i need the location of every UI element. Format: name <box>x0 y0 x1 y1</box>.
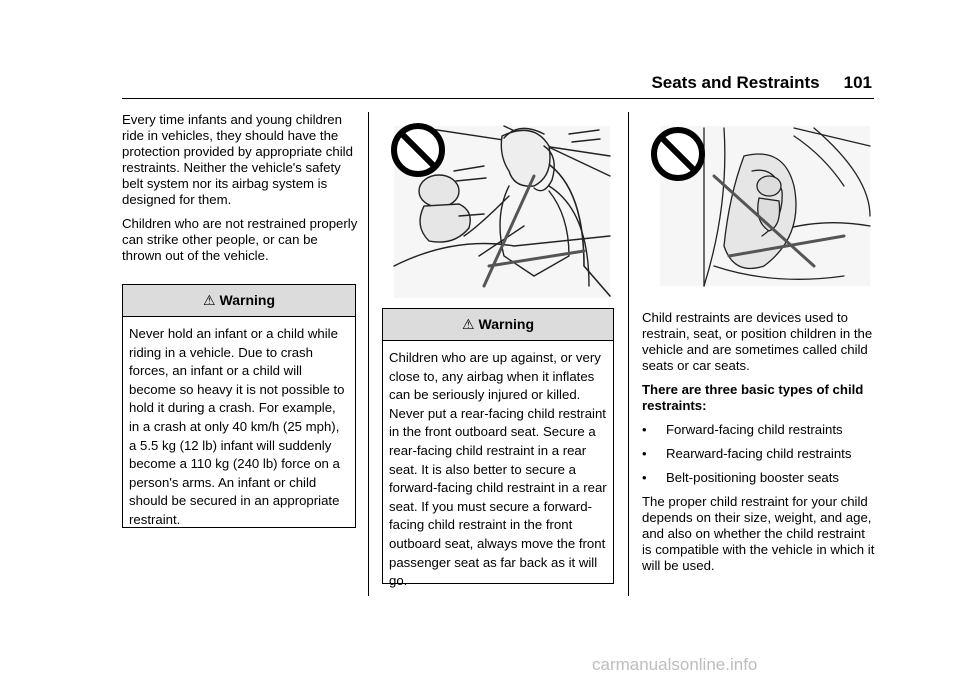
warning-header <box>123 285 355 317</box>
watermark: carmanualsonline.info <box>592 655 758 674</box>
bullet: • <box>642 446 647 461</box>
bullet: • <box>642 470 647 485</box>
list-item <box>642 446 878 462</box>
warning-body: Never hold an infant or a child while riding in a vehicle. Due to crash forces, an infant or a child will become so heavy it is not possible to hold it during a crash. For example, in a crash at only 40 km/h (25 mph), a 5.5 kg (12 lb) infant will suddenly become a 110 kg (240 lb) force on a person's arms. An infant or child should be secured in an appropriate restraint. <box>129 326 345 527</box>
prohibition-sign-icon <box>654 130 702 178</box>
types-heading: There are three basic types of child restraints: <box>642 382 864 413</box>
list-item-text: Rearward-facing child restraints <box>666 446 852 461</box>
warning-title: Warning <box>478 316 535 332</box>
warning-box-airbag <box>382 308 614 589</box>
running-header <box>651 73 872 93</box>
prohibition-sign-icon <box>394 126 442 174</box>
illustration-rear-facing-seat-prohibited <box>644 116 872 288</box>
warning-triangle-icon: ⚠ <box>202 292 216 308</box>
child-restraints-definition: Child restraints are devices used to restrain, seat, or position children in the vehicle and are sometimes called child seats or car seats. <box>642 310 873 373</box>
list-item <box>642 422 878 438</box>
column-divider-1 <box>368 112 369 596</box>
list-item-text: Forward-facing child restraints <box>666 422 843 437</box>
column-divider-2 <box>628 112 629 596</box>
illustration-adult-holding-infant-prohibited <box>384 116 612 300</box>
intro-paragraph: Every time infants and young children ride in vehicles, they should have the protection provided by appropriate child restraints. Neither the vehicle's safety belt system nor its airbag system is designed for them. <box>122 112 353 207</box>
warning-title: Warning <box>219 292 276 308</box>
warning-body: Children who are up against, or very close to, any airbag when it inflates can be seriously injured or killed. Never put a rear-facing child restraint in the front outboard seat. Secure a rear-facing child restraint in a rear seat. It is also better to secure a forward-facing child restraint in a rear seat. If you must secure a forward-facing child restraint in the front outboard seat, always move the front passenger seat as far back as it will go. <box>389 350 607 589</box>
warning-box-infant <box>122 284 356 528</box>
column-1 <box>122 112 358 272</box>
unrestrained-paragraph: Children who are not restrained properly can strike other people, or can be thrown out of the vehicle. <box>122 216 358 263</box>
list-item <box>642 470 878 486</box>
list-item-text: Belt-positioning booster seats <box>666 470 840 485</box>
closing-paragraph: The proper child restraint for your child depends on their size, weight, and age, and also on whether the child restraint is compatible with the vehicle in which it will be used. <box>642 494 875 573</box>
section-title: Seats and Restraints <box>651 73 820 92</box>
bullet: • <box>642 422 647 437</box>
column-3 <box>642 310 878 582</box>
warning-triangle-icon: ⚠ <box>461 316 475 332</box>
header-rule <box>122 98 874 99</box>
page-number: 101 <box>843 73 872 92</box>
warning-header <box>383 309 613 341</box>
